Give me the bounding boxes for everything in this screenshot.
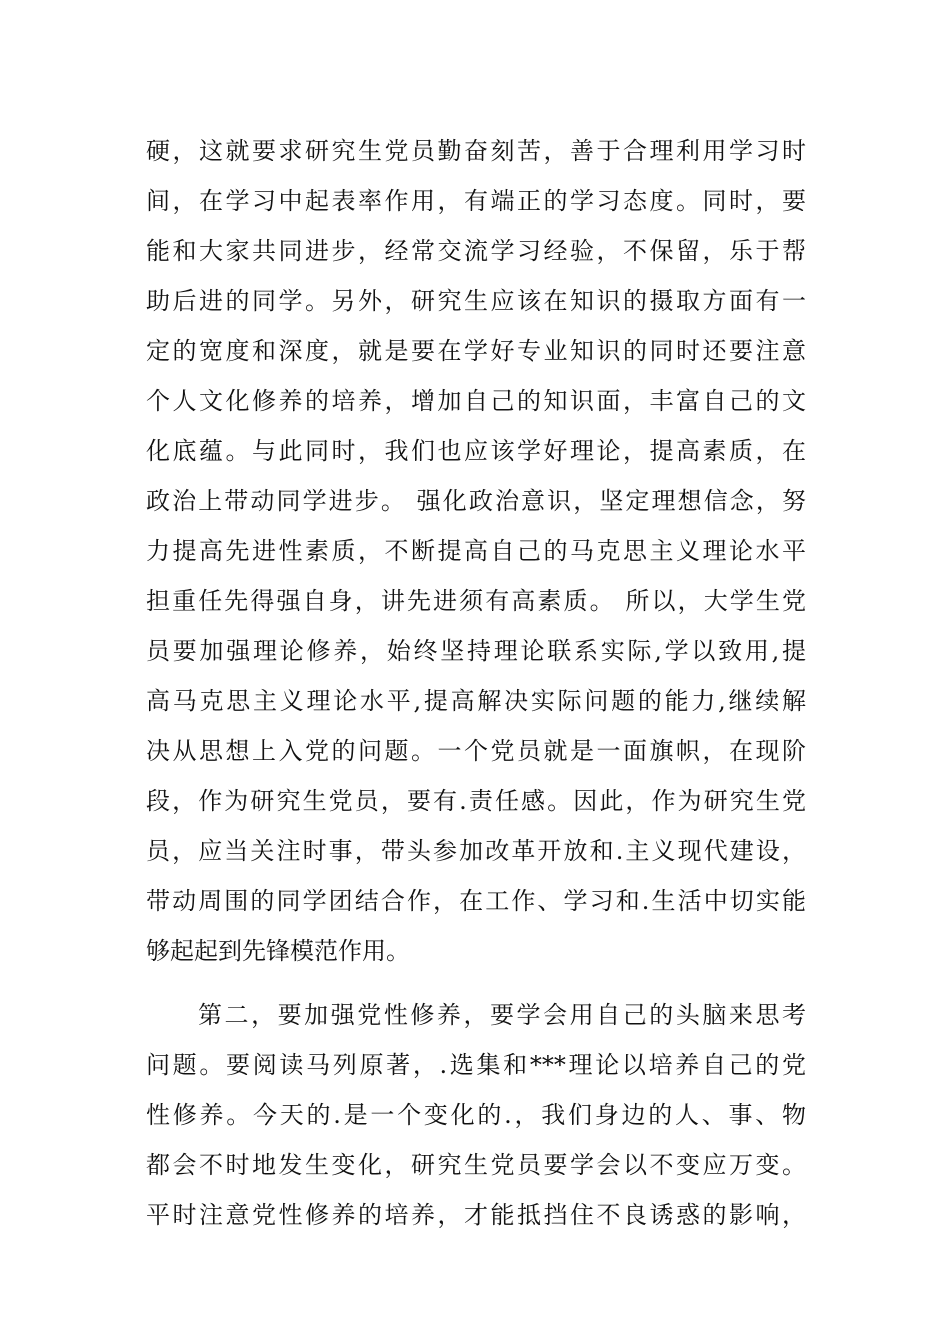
text-line: 员，应当关注时事，带头参加改革开放和.主义现代建设，	[146, 837, 806, 865]
text-line: 间，在学习中起表率作用，有端正的学习态度。同时，要	[146, 187, 806, 215]
text-line: 定的宽度和深度，就是要在学好专业知识的同时还要注意	[146, 337, 806, 365]
text-line: 带动周围的同学团结合作，在工作、学习和.生活中切实能	[146, 887, 806, 915]
text-line: 担重任先得强自身，讲先进须有高素质。 所以，大学生党	[146, 587, 806, 615]
text-line: 性修养。今天的.是一个变化的.，我们身边的人、事、物	[146, 1101, 806, 1129]
text-line: 决从思想上入党的问题。一个党员就是一面旗帜，在现阶	[146, 737, 806, 765]
text-line: 够起起到先锋模范作用。	[146, 937, 410, 965]
text-line: 高马克思主义理论水平,提高解决实际问题的能力,继续解	[146, 687, 806, 715]
text-line: 平时注意党性修养的培养，才能抵挡住不良诱惑的影响，	[146, 1201, 806, 1229]
text-line: 化底蕴。与此同时，我们也应该学好理论，提高素质，在	[146, 437, 806, 465]
text-line: 都会不时地发生变化，研究生党员要学会以不变应万变。	[146, 1151, 806, 1179]
text-line: 段，作为研究生党员，要有.责任感。因此，作为研究生党	[146, 787, 806, 815]
text-line: 员要加强理论修养，始终坚持理论联系实际,学以致用,提	[146, 637, 806, 665]
text-line: 力提高先进性素质，不断提高自己的马克思主义理论水平	[146, 537, 806, 565]
text-line: 助后进的同学。另外，研究生应该在知识的摄取方面有一	[146, 287, 806, 315]
text-line: 问题。要阅读马列原著，.选集和***理论以培养自己的党	[146, 1051, 806, 1079]
text-line: 能和大家共同进步，经常交流学习经验，不保留，乐于帮	[146, 237, 806, 265]
paragraph-first-line: 第二，要加强党性修养，要学会用自己的头脑来思考	[198, 1001, 806, 1029]
text-line: 政治上带动同学进步。 强化政治意识，坚定理想信念，努	[146, 487, 806, 515]
text-line: 个人文化修养的培养，增加自己的知识面，丰富自己的文	[146, 387, 806, 415]
text-line: 硬，这就要求研究生党员勤奋刻苦，善于合理利用学习时	[146, 137, 806, 165]
